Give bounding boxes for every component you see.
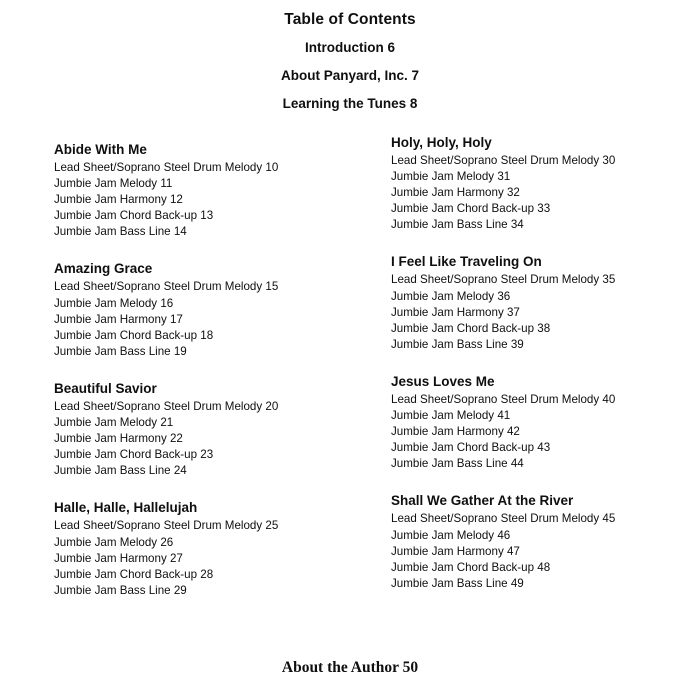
list-item[interactable]: Jumbie Jam Melody 21 [54,416,174,430]
list-item[interactable]: Jumbie Jam Melody 31 [391,170,511,184]
song-title[interactable]: I Feel Like Traveling On [391,254,542,270]
list-item[interactable]: Lead Sheet/Soprano Steel Drum Melody 35 [391,273,616,287]
song-title[interactable]: Abide With Me [54,142,147,157]
song-title[interactable]: Shall We Gather At the River [391,493,574,509]
song-title[interactable]: Jesus Loves Me [391,373,495,389]
front-matter-item-learning-the-tunes[interactable]: Learning the Tunes 8 [282,96,418,111]
list-item[interactable]: Lead Sheet/Soprano Steel Drum Melody 15 [54,280,279,294]
list-item[interactable]: Jumbie Jam Chord Back-up 33 [391,202,551,216]
song-entry-list [391,392,691,472]
song-entry-list [54,399,384,479]
list-item[interactable]: Lead Sheet/Soprano Steel Drum Melody 40 [391,392,616,406]
list-item[interactable]: Jumbie Jam Bass Line 34 [391,218,524,232]
song-title[interactable]: Halle, Halle, Hallelujah [54,500,198,516]
list-item[interactable]: Jumbie Jam Melody 41 [391,409,511,423]
list-item[interactable]: Jumbie Jam Chord Back-up 23 [54,448,214,462]
song-block [54,140,384,240]
list-item[interactable]: Jumbie Jam Chord Back-up 28 [54,567,214,581]
page-title: Table of Contents [284,11,416,28]
list-item[interactable]: Jumbie Jam Chord Back-up 48 [391,560,551,574]
song-block [54,498,384,598]
list-item[interactable]: Jumbie Jam Harmony 12 [54,193,183,207]
song-entry-list [54,279,384,359]
list-item[interactable]: Jumbie Jam Bass Line 24 [54,464,187,478]
song-entry-list [391,153,691,233]
list-item[interactable]: Jumbie Jam Melody 36 [391,289,511,303]
song-block [391,133,691,233]
list-item[interactable]: Jumbie Jam Harmony 27 [54,551,183,565]
list-item[interactable]: Jumbie Jam Harmony 22 [54,432,183,446]
list-item[interactable]: Lead Sheet/Soprano Steel Drum Melody 10 [54,161,279,174]
song-block [391,491,691,591]
list-item[interactable]: Jumbie Jam Melody 16 [54,296,174,310]
list-item[interactable]: Jumbie Jam Chord Back-up 43 [391,441,551,455]
song-block [391,252,691,352]
list-item[interactable]: Jumbie Jam Bass Line 44 [391,457,524,471]
toc-column-left [54,0,384,599]
list-item[interactable]: Jumbie Jam Bass Line 29 [54,583,187,597]
list-item[interactable]: Jumbie Jam Harmony 42 [391,425,520,439]
footer [0,659,700,700]
list-item[interactable]: Lead Sheet/Soprano Steel Drum Melody 30 [391,154,616,167]
front-matter-item-introduction[interactable]: Introduction 6 [305,40,395,55]
list-item[interactable]: Lead Sheet/Soprano Steel Drum Melody 45 [391,512,616,526]
list-item[interactable]: Jumbie Jam Bass Line 39 [391,337,524,351]
list-item[interactable]: Jumbie Jam Chord Back-up 38 [391,321,551,335]
footer-item-about-the-author[interactable]: About the Author 50 [281,659,419,676]
list-item[interactable]: Jumbie Jam Bass Line 14 [54,225,187,239]
list-item[interactable]: Jumbie Jam Melody 11 [54,177,173,191]
list-item[interactable]: Jumbie Jam Harmony 17 [54,312,183,326]
song-entry-list [391,511,691,591]
toc-column-right [391,0,691,592]
song-title[interactable]: Beautiful Savior [54,380,157,396]
song-entry-list [54,518,384,598]
song-block [54,379,384,479]
song-entry-list [54,160,384,240]
song-block [54,259,384,359]
song-title[interactable]: Holy, Holy, Holy [391,135,492,150]
list-item[interactable]: Jumbie Jam Harmony 37 [391,305,520,319]
list-item[interactable]: Jumbie Jam Melody 46 [391,528,511,542]
song-title[interactable]: Amazing Grace [54,261,153,277]
list-item[interactable]: Jumbie Jam Harmony 32 [391,186,520,200]
list-item[interactable]: Jumbie Jam Melody 26 [54,535,174,549]
list-item[interactable]: Jumbie Jam Bass Line 19 [54,344,187,358]
list-item[interactable]: Jumbie Jam Harmony 47 [391,544,520,558]
list-item[interactable]: Jumbie Jam Chord Back-up 18 [54,328,214,342]
list-item[interactable]: Lead Sheet/Soprano Steel Drum Melody 20 [54,399,279,413]
list-item[interactable]: Lead Sheet/Soprano Steel Drum Melody 25 [54,519,279,533]
list-item[interactable]: Jumbie Jam Chord Back-up 13 [54,209,214,223]
front-matter-item-about-panyard[interactable]: About Panyard, Inc. 7 [280,68,420,83]
song-entry-list [391,272,691,352]
song-block [391,372,691,472]
list-item[interactable]: Jumbie Jam Bass Line 49 [391,576,524,590]
